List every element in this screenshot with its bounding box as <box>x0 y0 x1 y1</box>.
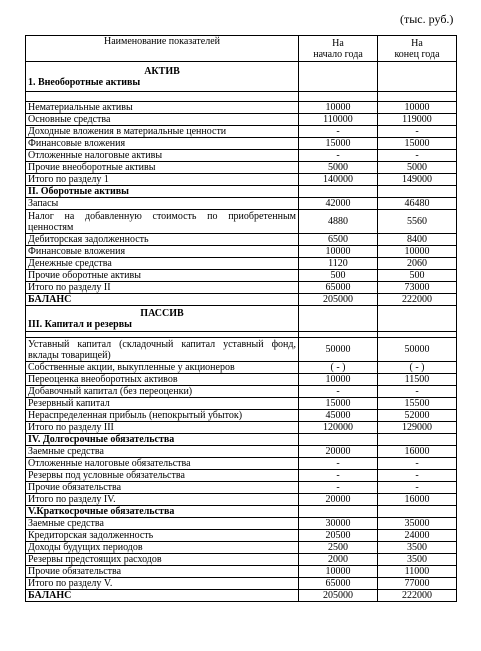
row-end-value: 5000 <box>378 162 457 174</box>
row-end-value: 3500 <box>378 554 457 566</box>
table-header-row <box>26 36 457 62</box>
row-end-value: 8400 <box>378 234 457 246</box>
row-label: Отложенные налоговые активы <box>26 150 299 162</box>
row-start-value: 500 <box>299 270 378 282</box>
row-end-value: 129000 <box>378 422 457 434</box>
row-label: Добавочный капитал (без переоценки) <box>26 386 299 398</box>
row-label: Уставный капитал (складочный капитал уставный фонд, вклады товарищей) <box>26 338 299 362</box>
table-row <box>26 114 457 126</box>
row-start-value: - <box>299 482 378 494</box>
row-label: Резервный капитал <box>26 398 299 410</box>
table-row <box>26 234 457 246</box>
row-label: Прочие обязательства <box>26 482 299 494</box>
section5-body <box>26 518 457 590</box>
balance-sheet-table <box>25 35 457 602</box>
table-row <box>26 338 457 362</box>
table-row <box>26 246 457 258</box>
aktiv-balance-start: 205000 <box>299 294 378 306</box>
table-row <box>26 138 457 150</box>
passiv-balance-row <box>26 590 457 602</box>
row-label: Итого по разделу IV. <box>26 494 299 506</box>
table-row <box>26 150 457 162</box>
aktiv-balance-label: БАЛАНС <box>26 294 299 306</box>
row-start-value: 20000 <box>299 446 378 458</box>
row-label: Доходы будущих периодов <box>26 542 299 554</box>
row-start-value: 15000 <box>299 138 378 150</box>
row-start-value: 1120 <box>299 258 378 270</box>
row-label: Прочие оборотные активы <box>26 270 299 282</box>
row-end-value: 46480 <box>378 198 457 210</box>
empty-cell <box>378 434 457 446</box>
empty-cell <box>299 434 378 446</box>
row-start-value: 65000 <box>299 282 378 294</box>
row-start-value: 140000 <box>299 174 378 186</box>
row-end-value: - <box>378 150 457 162</box>
row-end-value: - <box>378 126 457 138</box>
row-start-value: 110000 <box>299 114 378 126</box>
row-start-value: 10000 <box>299 374 378 386</box>
empty-cell <box>299 306 378 332</box>
header-end <box>378 36 457 62</box>
row-start-value: 15000 <box>299 398 378 410</box>
row-start-value: 45000 <box>299 410 378 422</box>
row-start-value: 10000 <box>299 566 378 578</box>
row-end-value: 52000 <box>378 410 457 422</box>
aktiv-balance-row <box>26 294 457 306</box>
row-start-value: - <box>299 126 378 138</box>
row-start-value: 30000 <box>299 518 378 530</box>
empty-cell <box>378 506 457 518</box>
row-label: Прочие внеоборотные активы <box>26 162 299 174</box>
row-label: Финансовые вложения <box>26 138 299 150</box>
section2-body <box>26 198 457 294</box>
row-end-value: 15000 <box>378 138 457 150</box>
table-row <box>26 174 457 186</box>
table-row <box>26 270 457 282</box>
row-start-value: 6500 <box>299 234 378 246</box>
table-row <box>26 210 457 234</box>
row-end-value: 35000 <box>378 518 457 530</box>
row-end-value: 5560 <box>378 210 457 234</box>
row-end-value: ( - ) <box>378 362 457 374</box>
header-start-line1: На <box>332 37 344 49</box>
row-start-value: 120000 <box>299 422 378 434</box>
table-row <box>26 282 457 294</box>
section3-title: III. Капитал и резервы <box>28 318 132 330</box>
row-label: Отложенные налоговые обязательства <box>26 458 299 470</box>
row-start-value: 5000 <box>299 162 378 174</box>
aktiv-title-cell <box>26 62 299 92</box>
row-label: Заемные средства <box>26 518 299 530</box>
section2-title: II. Оборотные активы <box>26 186 299 198</box>
table-row <box>26 494 457 506</box>
table-row <box>26 518 457 530</box>
section2-title-row <box>26 186 457 198</box>
row-start-value: 42000 <box>299 198 378 210</box>
table-row <box>26 470 457 482</box>
empty-cell <box>378 92 457 102</box>
row-end-value: 11500 <box>378 374 457 386</box>
row-end-value: - <box>378 482 457 494</box>
table-row <box>26 410 457 422</box>
empty-cell <box>299 506 378 518</box>
table-row <box>26 446 457 458</box>
row-end-value: 16000 <box>378 446 457 458</box>
row-end-value: 119000 <box>378 114 457 126</box>
table-row <box>26 554 457 566</box>
row-start-value: 20000 <box>299 494 378 506</box>
row-start-value: - <box>299 470 378 482</box>
row-end-value: 10000 <box>378 102 457 114</box>
row-label: Итого по разделу III <box>26 422 299 434</box>
passiv-title-row <box>26 306 457 332</box>
row-label: Финансовые вложения <box>26 246 299 258</box>
header-start-line2: начало года <box>313 48 363 60</box>
table-row <box>26 398 457 410</box>
row-label: Кредиторская задолженность <box>26 530 299 542</box>
table-row <box>26 386 457 398</box>
row-start-value: 65000 <box>299 578 378 590</box>
row-label: Запасы <box>26 198 299 210</box>
row-label: Доходные вложения в материальные ценности <box>26 126 299 138</box>
passiv-balance-start: 205000 <box>299 590 378 602</box>
passiv-title-cell <box>26 306 299 332</box>
row-label: Нематериальные активы <box>26 102 299 114</box>
row-end-value: 2060 <box>378 258 457 270</box>
empty-cell <box>378 62 457 92</box>
row-end-value: 3500 <box>378 542 457 554</box>
section4-body <box>26 446 457 506</box>
row-end-value: - <box>378 470 457 482</box>
empty-cell <box>26 92 299 102</box>
row-end-value: 500 <box>378 270 457 282</box>
row-start-value: 2500 <box>299 542 378 554</box>
row-label: Прочие обязательства <box>26 566 299 578</box>
row-label: Резервы под условные обязательства <box>26 470 299 482</box>
row-label: Собственные акции, выкупленные у акционеров <box>26 362 299 374</box>
row-end-value: 73000 <box>378 282 457 294</box>
header-end-line1: На <box>411 37 423 49</box>
row-start-value: - <box>299 150 378 162</box>
passiv-balance-label: БАЛАНС <box>26 590 299 602</box>
row-end-value: - <box>378 458 457 470</box>
row-label: Итого по разделу 1 <box>26 174 299 186</box>
row-start-value: ( - ) <box>299 362 378 374</box>
empty-cell <box>299 186 378 198</box>
row-start-value: 50000 <box>299 338 378 362</box>
table-row <box>26 162 457 174</box>
table-row <box>26 126 457 138</box>
row-end-value: 50000 <box>378 338 457 362</box>
row-end-value: 10000 <box>378 246 457 258</box>
table-row <box>26 458 457 470</box>
table-row <box>26 578 457 590</box>
header-end-line2: конец года <box>394 48 440 60</box>
table-row <box>26 530 457 542</box>
row-label: Резервы предстоящих расходов <box>26 554 299 566</box>
row-label: Нераспределенная прибыль (непокрытый убыток) <box>26 410 299 422</box>
empty-cell <box>378 306 457 332</box>
table-row <box>26 102 457 114</box>
header-name: Наименование показателей <box>26 36 299 62</box>
section5-title-row <box>26 506 457 518</box>
row-label: Основные средства <box>26 114 299 126</box>
row-label: Заемные средства <box>26 446 299 458</box>
section4-title-row <box>26 434 457 446</box>
row-end-value: 77000 <box>378 578 457 590</box>
empty-cell <box>299 62 378 92</box>
section5-title: V.Краткосрочные обязательства <box>26 506 299 518</box>
row-label: Итого по разделу II <box>26 282 299 294</box>
spacer-row <box>26 92 457 102</box>
aktiv-title: АКТИВ <box>144 65 180 77</box>
table-row <box>26 422 457 434</box>
row-end-value: 15500 <box>378 398 457 410</box>
row-label: Переоценка внеоборотных активов <box>26 374 299 386</box>
row-end-value: 24000 <box>378 530 457 542</box>
section1-title: 1. Внеоборотные активы <box>28 76 141 88</box>
passiv-title: ПАССИВ <box>140 307 184 319</box>
unit-note: (тыс. руб.) <box>400 12 454 26</box>
row-start-value: 20500 <box>299 530 378 542</box>
row-start-value: 10000 <box>299 102 378 114</box>
row-start-value: 4880 <box>299 210 378 234</box>
row-end-value: 149000 <box>378 174 457 186</box>
row-start-value: - <box>299 386 378 398</box>
table-row <box>26 374 457 386</box>
row-end-value: 16000 <box>378 494 457 506</box>
table-row <box>26 258 457 270</box>
table-row <box>26 566 457 578</box>
row-label: Итого по разделу V. <box>26 578 299 590</box>
section3-body <box>26 338 457 434</box>
passiv-balance-end: 222000 <box>378 590 457 602</box>
aktiv-balance-end: 222000 <box>378 294 457 306</box>
empty-cell <box>378 186 457 198</box>
section4-title: IV. Долгосрочные обязательства <box>26 434 299 446</box>
row-end-value: 11000 <box>378 566 457 578</box>
row-label: Налог на добавленную стоимость по приобретенным ценностям <box>26 210 299 234</box>
row-start-value: 2000 <box>299 554 378 566</box>
table-row <box>26 542 457 554</box>
row-label: Дебиторская задолженность <box>26 234 299 246</box>
row-start-value: - <box>299 458 378 470</box>
row-start-value: 10000 <box>299 246 378 258</box>
table-row <box>26 198 457 210</box>
empty-cell <box>299 92 378 102</box>
section1-body <box>26 102 457 186</box>
aktiv-title-row <box>26 62 457 92</box>
row-label: Денежные средства <box>26 258 299 270</box>
row-end-value: - <box>378 386 457 398</box>
table-row <box>26 482 457 494</box>
table-row <box>26 362 457 374</box>
header-start <box>299 36 378 62</box>
